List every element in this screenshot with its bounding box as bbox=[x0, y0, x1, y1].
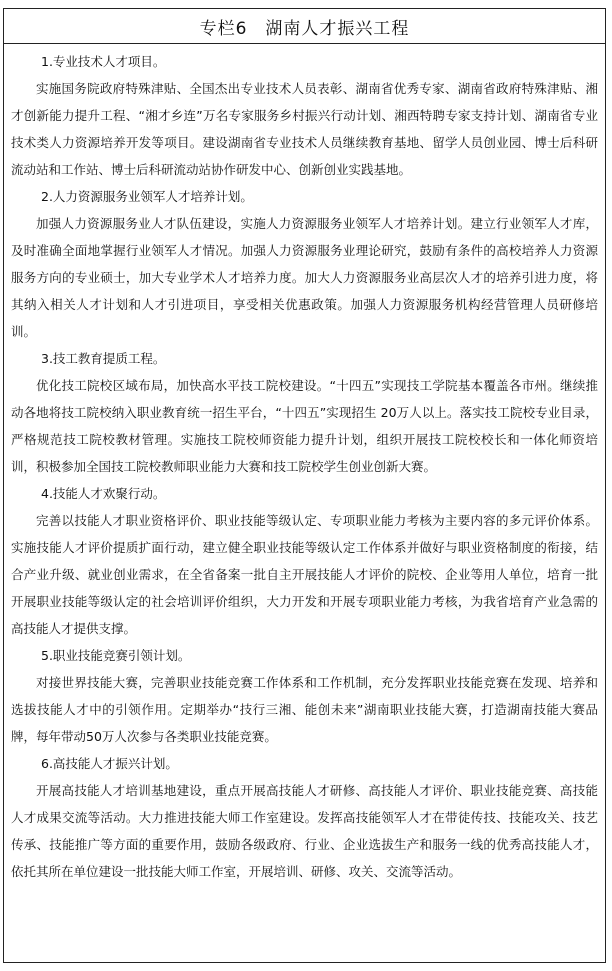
section-body: 开展高技能人才培训基地建设，重点开展高技能人才研修、高技能人才评价、职业技能竞赛、高技能人才成果交流等活动。大力推进技能大师工作室建设。发挥高技能领军人才在带徒传技、技能攻关、技艺传承、技能推广等方面的重要作用，鼓励各级政府、行业、企业选拔生产和服务一线的优秀高技能人才，依托其所在单位建设一批技能大师工作室，开展培训、研修、攻关、交流等活动。 bbox=[11, 783, 598, 879]
section bbox=[11, 345, 598, 480]
section-body: 加强人力资源服务业人才队伍建设，实施人力资源服务业领军人才培养计划。建立行业领军人才库，及时准确全面地掌握行业领军人才情况。加强人力资源服务业理论研究，鼓励有条件的高校培养人力资源服务方向的专业硕士，加大专业学术人才培养力度。加大人力资源服务业高层次人才的培养引进力度，将其纳入相关人才计划和人才引进项目，享受相关优惠政策。加强人力资源服务机构经营管理人员研修培训。 bbox=[11, 216, 598, 339]
section bbox=[11, 642, 598, 750]
column-box bbox=[3, 8, 606, 963]
section bbox=[11, 183, 598, 345]
section-heading: 5.职业技能竞赛引领计划。 bbox=[41, 648, 191, 663]
content-area bbox=[4, 44, 605, 885]
section-heading: 1.专业技术人才项目。 bbox=[41, 54, 166, 69]
section-body: 完善以技能人才职业资格评价、职业技能等级认定、专项职业能力考核为主要内容的多元评价体系。实施技能人才评价提质扩面行动，建立健全职业技能等级认定工作体系并做好与职业资格制度的衔接，结合产业升级、就业创业需求，在全省备案一批自主开展技能人才评价的院校、企业等用人单位，培育一批开展职业技能等级认定的社会培训评价组织，大力开发和开展专项职业能力考核，为我省培育产业急需的高技能人才提供支撑。 bbox=[11, 513, 598, 636]
section-heading: 3.技工教育提质工程。 bbox=[41, 351, 166, 366]
section bbox=[11, 48, 598, 183]
section-body: 对接世界技能大赛，完善职业技能竞赛工作体系和工作机制，充分发挥职业技能竞赛在发现、培养和选拔技能人才中的引领作用。定期举办“技行三湘、能创未来”湖南职业技能大赛，打造湖南技能大赛品牌，每年带动50万人次参与各类职业技能竞赛。 bbox=[11, 675, 598, 744]
section-heading: 2.人力资源服务业领军人才培养计划。 bbox=[41, 189, 253, 204]
section bbox=[11, 750, 598, 885]
section-heading: 4.技能人才欢聚行动。 bbox=[41, 486, 166, 501]
title-bar bbox=[4, 9, 605, 44]
section-body: 优化技工院校区域布局，加快高水平技工院校建设。“十四五”实现技工学院基本覆盖各市州。继续推动各地将技工院校纳入职业教育统一招生平台，“十四五”实现招生 20万人以上。落实技工院校专业目录，严格规范技工院校教材管理。实施技工院校师资能力提升计划，组织开展技工院校校长和一体化师资培训，积极参加全国技工院校教师职业能力大赛和技工院校学生创业创新大赛。 bbox=[11, 378, 598, 474]
page-title: 专栏6 湖南人才振兴工程 bbox=[199, 18, 410, 39]
section-body: 实施国务院政府特殊津贴、全国杰出专业技术人员表彰、湖南省优秀专家、湖南省政府特殊津贴、湘才创新能力提升工程、“湘才乡连”万名专家服务乡村振兴行动计划、湘西特聘专家支持计划、湖南省专业技术类人力资源培养开发等项目。建设湖南省专业技术人员继续教育基地、留学人员创业园、博士后科研流动站和工作站、博士后科研流动站协作研发中心、创新创业实践基地。 bbox=[11, 81, 598, 177]
section-heading: 6.高技能人才振兴计划。 bbox=[41, 756, 178, 771]
section bbox=[11, 480, 598, 642]
